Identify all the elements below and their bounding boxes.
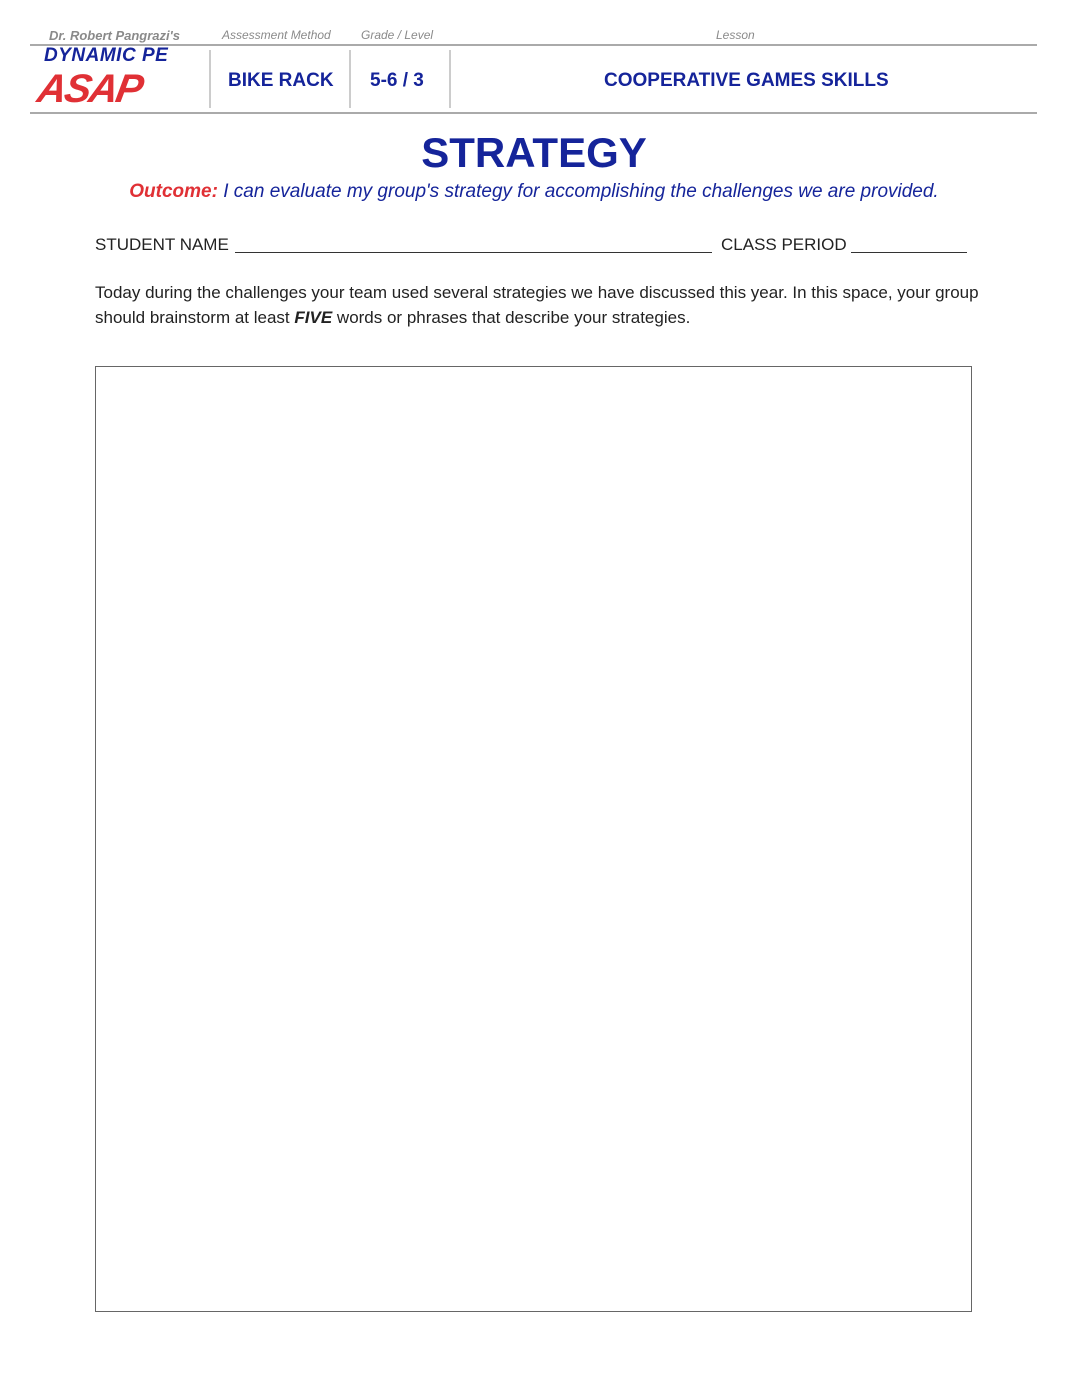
instructions-text: Today during the challenges your team used several strategies we have discussed this year. In this space, your group should brainstorm at least: [95, 283, 979, 327]
author-label: Dr. Robert Pangrazi's: [49, 28, 180, 43]
grade-level-value: 5-6 / 3: [370, 70, 424, 91]
page-title: STRATEGY: [421, 129, 647, 176]
assessment-method-value: BIKE RACK: [228, 70, 334, 91]
logo-asap: ASAP: [34, 67, 146, 111]
assessment-method-label: Assessment Method: [222, 28, 331, 42]
header-divider: [449, 50, 451, 108]
outcome-label: Outcome:: [129, 181, 218, 202]
outcome-statement: [0, 181, 1068, 203]
header-bottom-divider: [30, 112, 1037, 114]
instructions-emphasis: FIVE: [294, 308, 333, 327]
header-top-divider: [30, 44, 1037, 46]
class-period-field[interactable]: [851, 252, 967, 253]
instructions: [95, 280, 985, 330]
lesson-label: Lesson: [716, 28, 755, 42]
header-divider: [349, 50, 351, 108]
outcome-text: I can evaluate my group's strategy for accomplishing the challenges we are provided.: [217, 181, 939, 202]
lesson-value: COOPERATIVE GAMES SKILLS: [604, 70, 889, 91]
grade-level-label: Grade / Level: [361, 28, 434, 42]
student-name-field[interactable]: [235, 252, 712, 253]
instructions-text-end: words or phrases that describe your strategies.: [332, 308, 691, 327]
logo-dynamic-pe: DYNAMIC PE: [44, 45, 169, 66]
header-divider: [209, 50, 211, 108]
class-period-label: CLASS PERIOD: [721, 235, 847, 254]
brainstorm-answer-box[interactable]: [95, 366, 972, 1312]
student-name-label: STUDENT NAME: [95, 235, 229, 254]
